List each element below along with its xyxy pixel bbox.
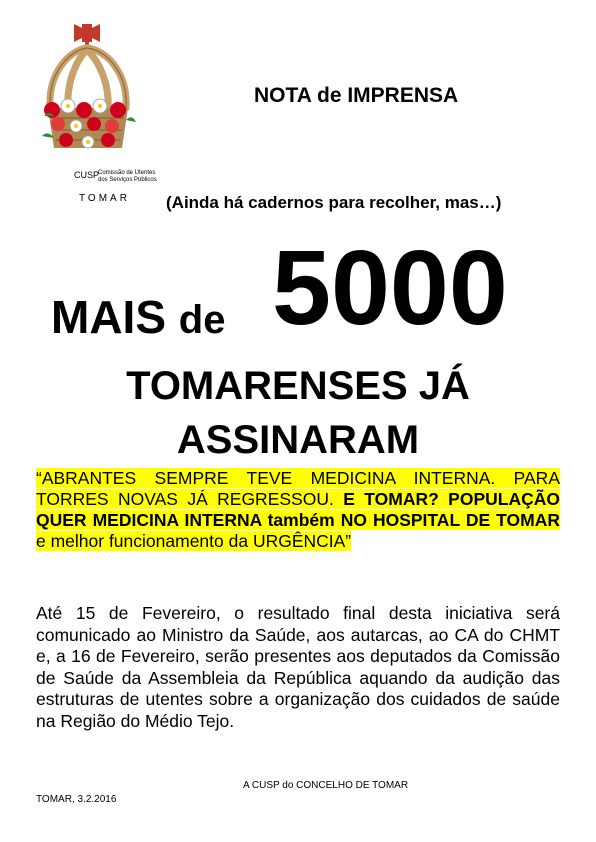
signature: A CUSP do CONCELHO DE TOMAR (243, 780, 409, 791)
logo-city: TOMAR (79, 193, 130, 204)
press-title: NOTA de IMPRENSA (254, 84, 459, 107)
headline-prefix: MAIS de (51, 291, 226, 343)
highlighted-quote (36, 468, 560, 552)
headline-line3: ASSINARAM (176, 418, 420, 462)
headline-number: 5000 (272, 229, 508, 347)
quote-part3: e melhor funcionamento da URGÊNCIA” (36, 531, 352, 551)
headline-line2: TOMARENSES JÁ (126, 364, 470, 408)
subtitle: (Ainda há cadernos para recolher, mas…) (166, 193, 502, 212)
headline (0, 228, 596, 348)
logo-subtitle: Comissão de Utentes dos Serviços Públicos (98, 170, 157, 183)
logo-abbr: CUSP (74, 170, 100, 180)
quote-part1: “ABRANTES SEMPRE TEVE MEDICINA INTERNA. PARA TORRES NOVAS JÁ REGRESSOU. (36, 468, 560, 509)
tabuleiro-crown-icon (30, 20, 150, 170)
cusp-logo (30, 20, 157, 204)
date: TOMAR, 3.2.2016 (36, 794, 117, 805)
body-paragraph: Até 15 de Fevereiro, o resultado final desta iniciativa será comunicado ao Ministro da Saúde, aos autarcas, ao CA do CHMT e, a 16 de Fevereiro, serão presentes aos deputados da Comissão de Saúde da Assembleia da República aquando da audição das estruturas de utentes sobre a organização dos cuidados de saúde na Região do Médio Tejo. (36, 603, 560, 731)
quote-part2: E TOMAR? POPULAÇÃO QUER MEDICINA INTERNA também NO HOSPITAL DE TOMAR (36, 489, 560, 530)
